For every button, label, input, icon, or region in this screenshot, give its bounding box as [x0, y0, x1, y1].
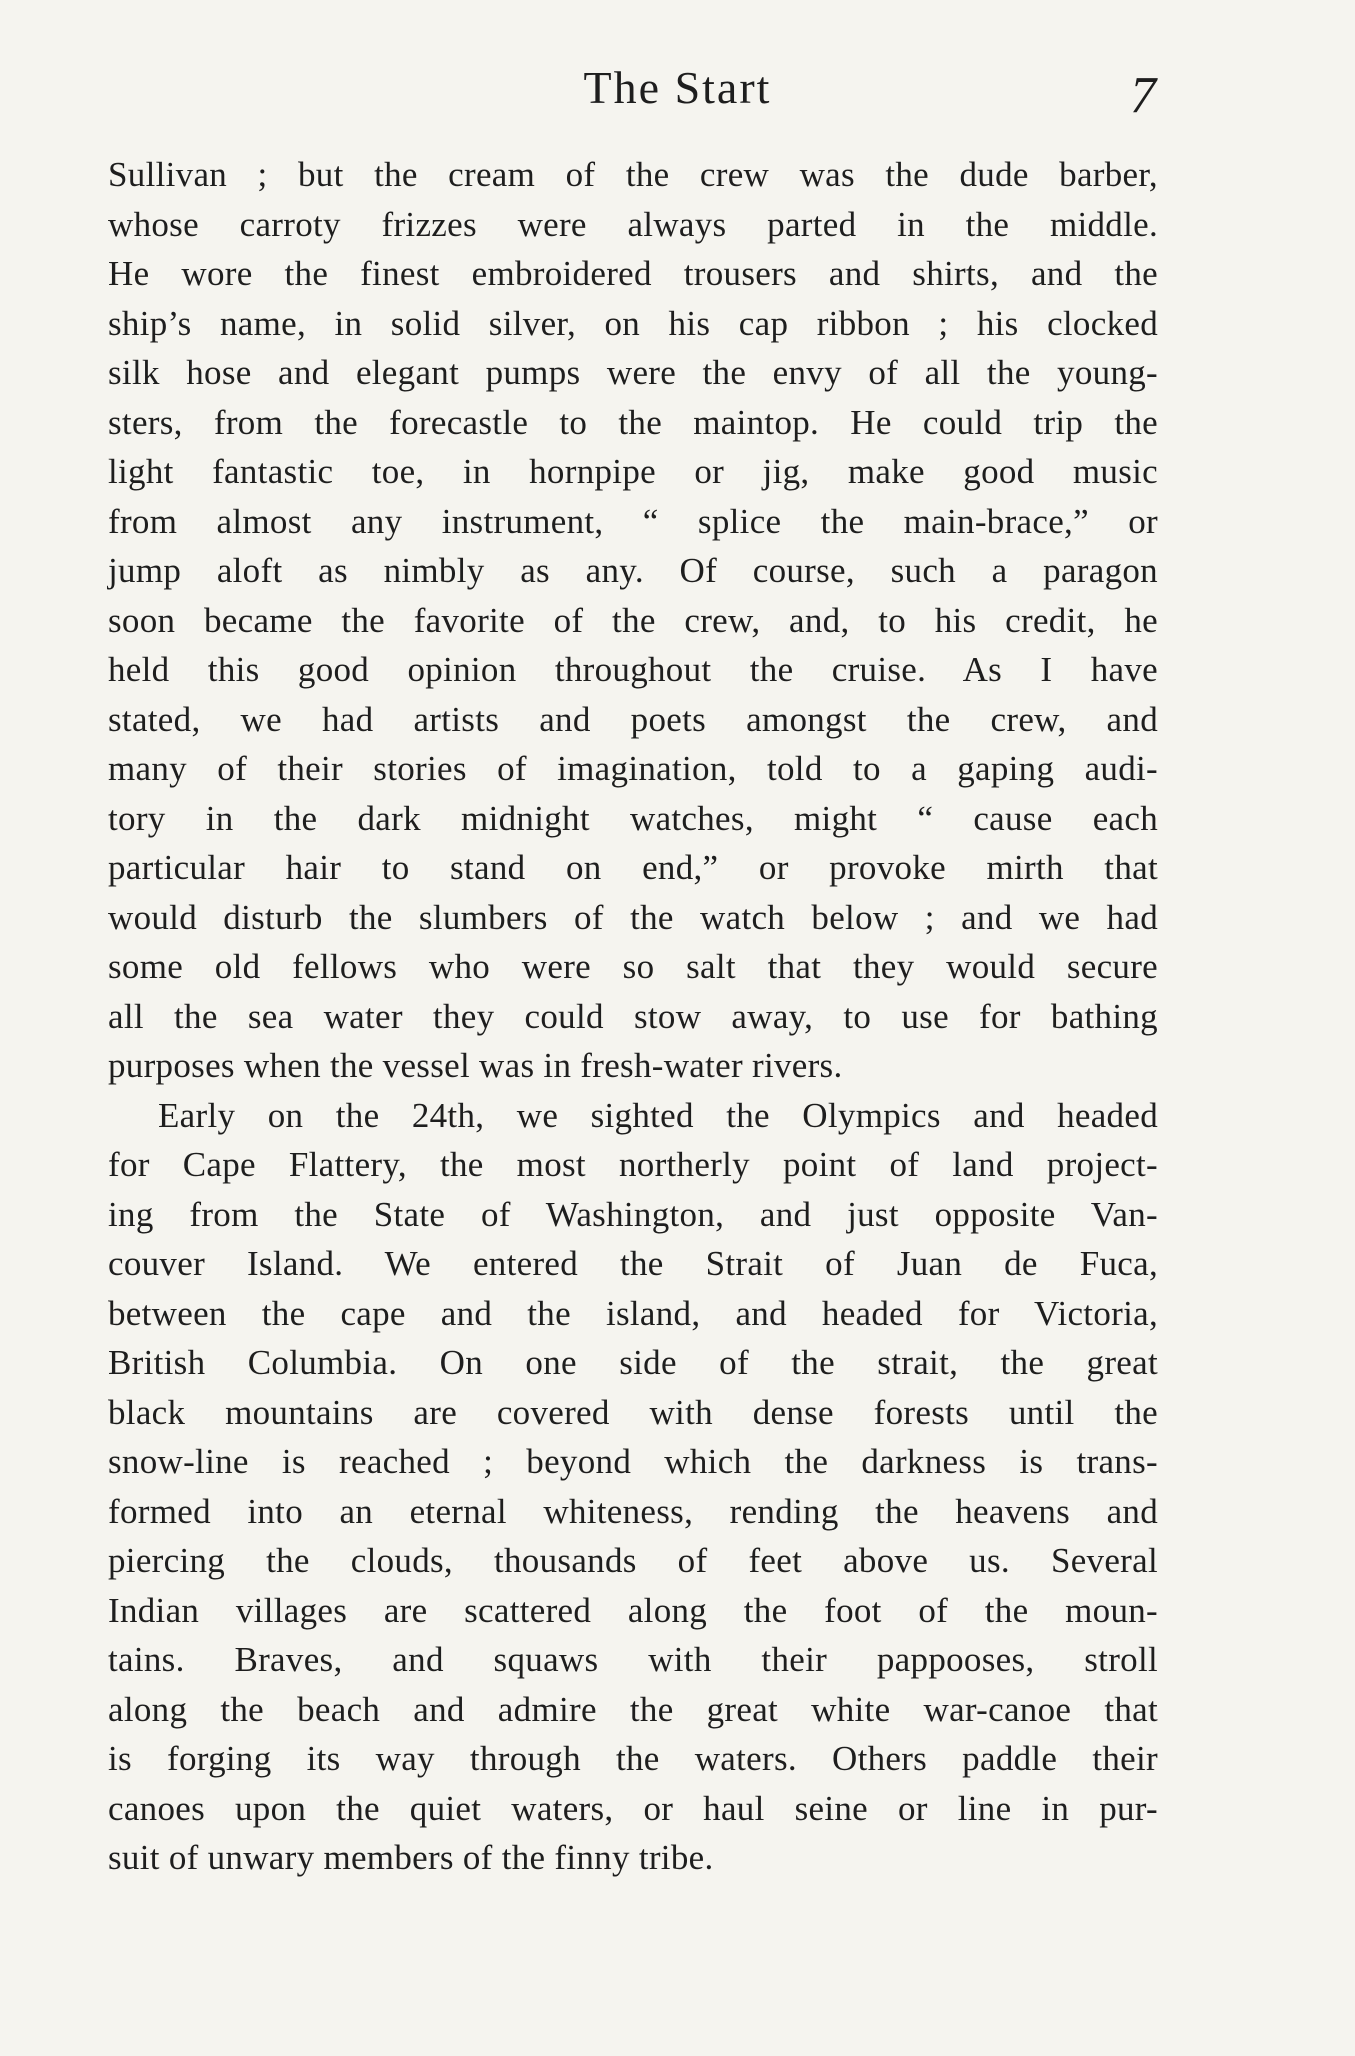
- text-line: along the beach and admire the great white war-canoe that: [108, 1689, 1158, 1729]
- text-line: canoes upon the quiet waters, or haul seine or line in pur-: [108, 1788, 1158, 1828]
- paragraph-2: [108, 1091, 1158, 1883]
- running-title: The Start: [583, 62, 772, 113]
- text-line: Early on the 24th, we sighted the Olympics and headed: [158, 1095, 1158, 1135]
- text-line: tains. Braves, and squaws with their pappooses, stroll: [108, 1640, 1158, 1679]
- text-line: He wore the finest embroidered trousers and shirts, and the: [108, 254, 1158, 293]
- text-line: formed into an eternal whiteness, rending the heavens and: [108, 1491, 1158, 1531]
- text-line: black mountains are covered with dense forests until the: [108, 1392, 1158, 1432]
- text-line: for Cape Flattery, the most northerly point of land project-: [108, 1145, 1158, 1184]
- text-line: is forging its way through the waters. Others paddle their: [108, 1739, 1158, 1778]
- text-line: silk hose and elegant pumps were the envy of all the young-: [108, 353, 1158, 392]
- text-line: ship’s name, in solid silver, on his cap ribbon ; his clocked: [108, 303, 1158, 343]
- text-line: jump aloft as nimbly as any. Of course, such a paragon: [108, 551, 1158, 590]
- text-line: soon became the favorite of the crew, and, to his credit, he: [108, 600, 1158, 640]
- text-line: between the cape and the island, and headed for Victoria,: [108, 1293, 1158, 1333]
- running-head: [0, 58, 1355, 124]
- text-line: ing from the State of Washington, and just opposite Van-: [108, 1194, 1158, 1234]
- text-line: particular hair to stand on end,” or provoke mirth that: [108, 848, 1158, 887]
- text-line: British Columbia. On one side of the strait, the great: [108, 1343, 1158, 1382]
- text-line: suit of unwary members of the finny tribe.: [108, 1838, 714, 1877]
- text-line: would disturb the slumbers of the watch below ; and we had: [108, 897, 1158, 937]
- text-line: held this good opinion throughout the cruise. As I have: [108, 650, 1158, 689]
- text-line: some old fellows who were so salt that they would secure: [108, 947, 1158, 986]
- text-line: Sullivan ; but the cream of the crew was the dude barber,: [108, 155, 1158, 194]
- text-line: tory in the dark midnight watches, might “ cause each: [108, 798, 1158, 838]
- text-line: couver Island. We entered the Strait of Juan de Fuca,: [108, 1244, 1158, 1283]
- text-line: many of their stories of imagination, told to a gaping audi-: [108, 749, 1158, 788]
- text-line: light fantastic toe, in hornpipe or jig, make good music: [108, 452, 1158, 491]
- text-line: from almost any instrument, “ splice the main-brace,” or: [108, 501, 1158, 541]
- text-line: whose carroty frizzes were always parted in the middle.: [108, 204, 1158, 244]
- text-line: Indian villages are scattered along the foot of the moun-: [108, 1590, 1158, 1630]
- text-line: all the sea water they could stow away, to use for bathing: [108, 996, 1158, 1036]
- text-line: stated, we had artists and poets amongst the crew, and: [108, 699, 1158, 739]
- paragraph-1: [108, 150, 1158, 1091]
- body-text: [108, 150, 1158, 1883]
- page-number: 7: [1130, 67, 1156, 124]
- text-line: piercing the clouds, thousands of feet above us. Several: [108, 1541, 1158, 1580]
- text-line: purposes when the vessel was in fresh-water rivers.: [108, 1046, 843, 1085]
- text-line: sters, from the forecastle to the maintop. He could trip the: [108, 402, 1158, 442]
- text-line: snow-line is reached ; beyond which the darkness is trans-: [108, 1442, 1158, 1481]
